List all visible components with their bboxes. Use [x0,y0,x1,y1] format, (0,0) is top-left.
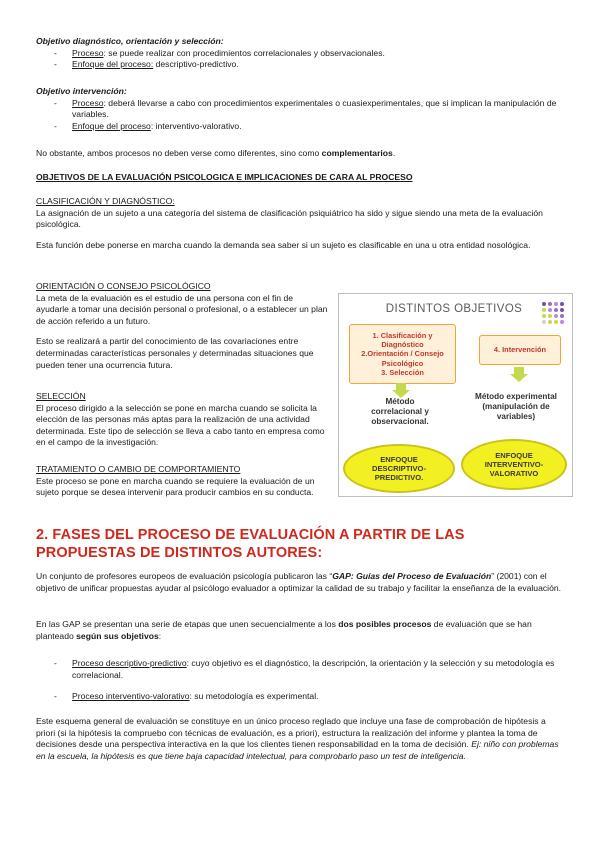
phases-heading: 2. FASES DEL PROCESO DE EVALUACIÓN A PARTIR DE LAS PROPUESTAS DE DISTINTOS AUTORES: [36,527,465,561]
process-list [36,658,566,703]
scheme-paragraph: Este esquema general de evaluación se constituye en un único proceso reglado que incluye una fase de comprobación de hipótesis a priori (si la hipótesis la compruebo con técnicas de evaluación, es a priori), estructura la realización del informe y plantea la toma de decisiones desde una perspectiva interactiva en la que los clientes tienen responsabilidad en la toma de decisión. Ej: niño con problemas en la escuela, la hipótesis es que tiene baja capacidad intelectual, para comprobarlo paso un test de inteligencia. [36,716,559,761]
dot [560,314,564,318]
orientation-heading: ORIENTACIÓN O CONSEJO PSICOLÓGICO [36,281,211,291]
classification-text-2: Esta función debe ponerse en marcha cuando la demanda sea saber si un sujeto es clasificable en una u otra entidad nosológica. [36,239,531,250]
dot [542,320,546,324]
interventive-valorative-focus: ENFOQUE INTERVENTIVO- VALORATIVO [461,439,567,490]
selection-section [36,391,328,449]
list-item: - Proceso descriptivo-predictivo: cuyo objetivo es el diagnóstico, la descripción, la orientación y la selección y su metodología es correlacional. [54,658,566,681]
objectives-diagram [338,293,573,497]
list-item: - Proceso: deberá llevarse a cabo con procedimientos experimentales o cuasiexperimentales, que si implican la manipulación de variables. [54,98,566,121]
treatment-heading: TRATAMIENTO O CAMBIO DE COMPORTAMIENTO [36,464,241,474]
gap-paragraph: Un conjunto de profesores europeos de evaluación psicología publicaron las “GAP: Guías del Proceso de Evaluación” (2001) con el objetivo de unificar propuestas ayudar al psicólogo evaluador a optimizar la calidad de su trabajo y facilitar la enseñanza de la evaluación. [36,571,562,593]
orientation-text-2: Esto se realizará a partir del conocimiento de las covariaciones entre determinadas características personales y determinadas situaciones que pueden tener una ocurrencia futura. [36,336,314,370]
classification-section [36,196,566,251]
intervention-objective-title: Objetivo intervención: [36,86,127,96]
dot [548,302,552,306]
dot [560,302,564,306]
intervention-box: 4. Intervención [479,335,561,365]
experimental-method: Método experimental (manipulación de variables) [475,392,557,421]
intervention-objective [36,86,566,132]
phases-heading-block [36,527,566,562]
list-item: - Enfoque del proceso: descriptivo-predictivo. [54,59,566,71]
selection-text: El proceso dirigido a la selección se pone en marcha cuando se solicita la elección de las personas más aptas para la realización de una actividad determinada. Este tipo de selección se lleva a cabo tanto en empresa como en el campo de la investigación. [36,402,325,448]
classification-heading: CLASIFICACIÓN Y DIAGNÓSTICO: [36,196,175,206]
dot [554,302,558,306]
classification-text: La asignación de un sujeto a una categoría del sistema de clasificación psiquiátrico ha sido y sigue siendo una meta de la evaluación psicológica. [36,207,543,230]
complementary-note: No obstante, ambos procesos no deben verse como diferentes, sino como complementarios. [36,148,396,158]
correlational-method: Método correlacional y observacional. [371,397,429,426]
dot [548,320,552,324]
gap-stages-paragraph: En las GAP se presentan una serie de etapas que unen secuencialmente a los dos posibles procesos de evaluación que se han planteado según sus objetivos: [36,619,532,641]
dot [542,314,546,318]
treatment-section [36,464,328,499]
dot [542,308,546,312]
dot [548,308,552,312]
treatment-text: Este proceso se pone en marcha cuando se requiere la evaluación de un sujeto porque se desea intervenir para producir cambios en su conducta. [36,475,315,498]
dot [542,302,546,306]
orientation-section [36,281,328,371]
dot [554,314,558,318]
list-item: - Enfoque del proceso: interventivo-valorativo. [54,121,566,133]
diagram-title: DISTINTOS OBJETIVOS [385,303,523,315]
list-item: - Proceso: se puede realizar con procedimientos correlacionales y observacionales. [54,48,566,60]
list-item: - Proceso interventivo-valorativo: su metodología es experimental. [54,691,566,703]
diagnostic-objective [36,36,566,71]
dot [554,320,558,324]
dot [560,308,564,312]
selection-heading: SELECCIÓN [36,391,86,401]
diagnostic-objectives-box: 1. Clasificación y Diagnóstico 2.Orientación / Consejo Psicológico 3. Selección [349,324,456,384]
descriptive-predictive-focus: ENFOQUE DESCRIPTIVO- PREDICTIVO. [343,444,455,493]
diagnostic-objective-title: Objetivo diagnóstico, orientación y selección: [36,36,224,46]
section-heading: OBJETIVOS DE LA EVALUACIÓN PSICOLOGICA E IMPLICACIONES DE CARA AL PROCESO [36,172,413,182]
dot [560,320,564,324]
orientation-text: La meta de la evaluación es el estudio de una persona con el fin de ayudarle a tomar una decisión personal o profesional, o a establecer un plan de acción referido a un futuro. [36,292,328,326]
dot [548,314,552,318]
decorative-dots-icon [542,302,564,324]
dot [554,308,558,312]
